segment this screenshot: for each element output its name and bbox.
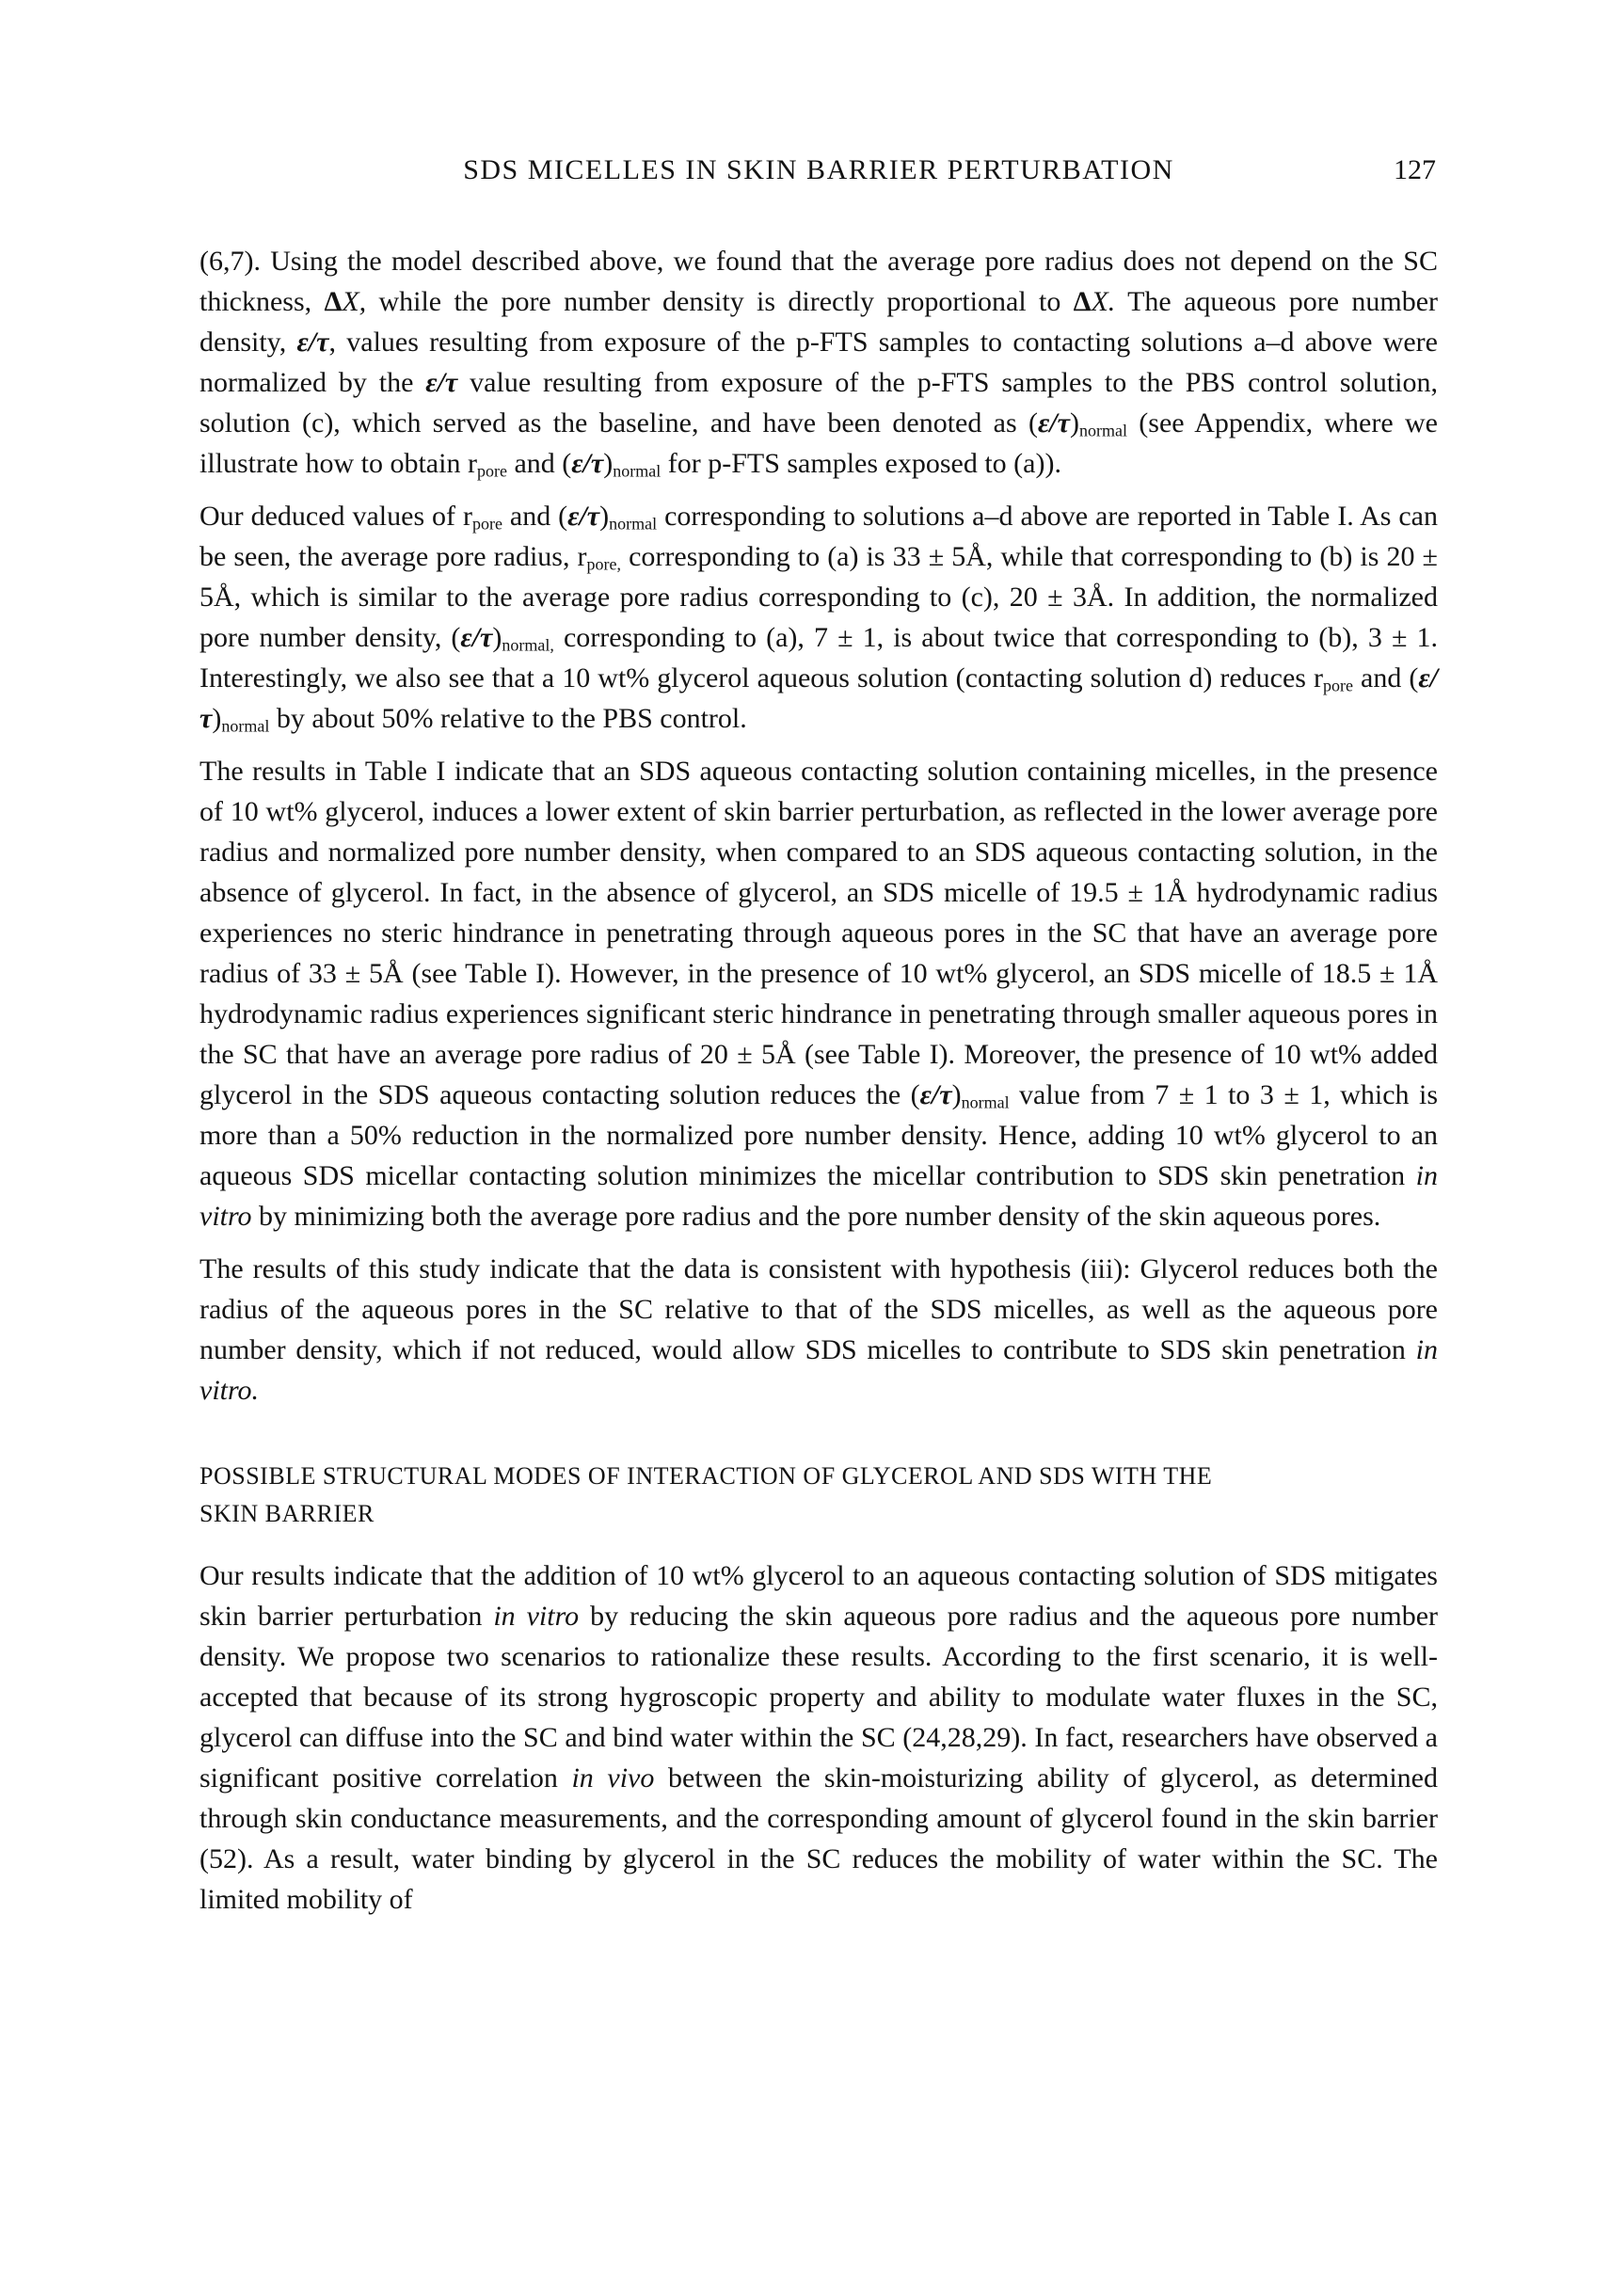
text-run: in vitro (199, 1160, 1438, 1232)
text-run: ε/τ (567, 501, 600, 532)
text-run: Our deduced values of r (199, 501, 472, 532)
text-run: Our results indicate that the addition of 10 wt% glycerol to an aqueous contacting solution of SDS mitigates skin barrier perturbation (199, 1560, 1438, 1632)
text-run: ) (603, 448, 614, 479)
section-heading-line-2: SKIN BARRIER (199, 1500, 375, 1527)
text-run: by about 50% relative to the PBS control. (269, 703, 747, 734)
text-run: corresponding to (a) is 33 ± 5Å, while that corresponding to (b) is 20 ± 5Å, which is similar to the average pore radius corresponding to (c), 20 ± 3Å. In addition, the normalized pore number density, ( (199, 541, 1438, 653)
text-run: ε/τ (425, 367, 458, 398)
text-run: ε/τ (296, 327, 329, 358)
text-run: normal (221, 716, 270, 736)
paragraph (199, 241, 1438, 484)
section-heading-line-1: POSSIBLE STRUCTURAL MODES OF INTERACTION OF GLYCEROL AND SDS WITH THE (199, 1462, 1213, 1490)
text-run: by minimizing both the average pore radius and the pore number density of the skin aqueous pores. (251, 1201, 1381, 1232)
text-run: X. (1091, 286, 1116, 317)
text-run: between the skin-moisturizing ability of glycerol, as determined through skin conductance measurements, and the corresponding amount of glycerol found in the skin barrier (52). As a result, water binding by glycerol in the SC reduces the mobility of water within the SC. The limited mobility of (199, 1762, 1438, 1915)
text-run: Δ (324, 286, 343, 317)
text-run: value from 7 ± 1 to 3 ± 1, which is more than a 50% reduction in the normalized pore number density. Hence, adding 10 wt% glycerol to an aqueous SDS micellar contacting solution minimizes the micellar contribution to SDS skin penetration (199, 1079, 1439, 1191)
text-run: The results of this study indicate that the data is consistent with hypothesis (iii): Glycerol reduces both the radius of the aqueous pores in the SC relative to that of the SDS micelles, as well as the aqueous pore number density, which if not reduced, would allow SDS micelles to contribute to SDS skin penetration (199, 1253, 1438, 1365)
paragraph (199, 1249, 1438, 1411)
text-run: ε/τ (199, 662, 1438, 734)
text-run: corresponding to (a), 7 ± 1, is about twice that corresponding to (b), 3 ± 1. Interestingly, we also see that a 10 wt% glycerol aqueous solution (contacting solution d) reduces r (199, 622, 1439, 694)
text-run: pore (471, 514, 502, 534)
text-run: X, (342, 286, 367, 317)
text-run: and ( (1352, 662, 1419, 694)
paragraph (199, 496, 1438, 739)
text-run: value resulting from exposure of the p-FTS samples to the PBS control solution, solution (c), which served as the baseline, and have been denoted as ( (199, 367, 1439, 438)
text-run: and ( (502, 501, 568, 532)
text-run: pore (1323, 676, 1353, 695)
page-number: 127 (1394, 154, 1436, 185)
text-run: , values resulting from exposure of the p-FTS samples to contacting solutions a–d above were normalized by the (199, 327, 1438, 398)
text-run: (see Appendix, where we illustrate how to obtain r (199, 407, 1438, 479)
text-run: in vitro (493, 1601, 580, 1632)
text-run: ) (1069, 407, 1079, 438)
text-run: and ( (506, 448, 572, 479)
text-run: for p-FTS samples exposed to (a)). (661, 448, 1061, 479)
text-run: The aqueous pore number density, (199, 286, 1439, 358)
running-title: SDS MICELLES IN SKIN BARRIER PERTURBATION (463, 154, 1174, 185)
text-run: normal (1078, 421, 1127, 440)
text-run: ε/τ (1037, 407, 1070, 438)
text-run: by reducing the skin aqueous pore radius and the aqueous pore number density. We propose two scenarios to rationalize these results. According to the first scenario, it is well-accepted that because of its strong hygroscopic property and ability to modulate water fluxes in the SC, glycerol can diffuse into the SC and bind water within the SC (24,28,29). In fact, researchers have observed a significant positive correlation (199, 1601, 1439, 1794)
text-run: ε/τ (571, 448, 604, 479)
body-paragraphs-top (199, 241, 1438, 1411)
text-run: ) (492, 622, 502, 653)
text-run: The results in Table I indicate that an SDS aqueous contacting solution containing micelles, in the presence of 10 wt% glycerol, induces a lower extent of skin barrier perturbation, as reflected in the lower average pore radius and normalized pore number density, when compared to an SDS aqueous contacting solution, in the absence of glycerol. In fact, in the absence of glycerol, an SDS micelle of 19.5 ± 1Å hydrodynamic radius experiences no steric hindrance in penetrating through aqueous pores in the SC that have an average pore radius of 33 ± 5Å (see Table I). However, in the presence of 10 wt% glycerol, an SDS micelle of 18.5 ± 1Å hydrodynamic radius experiences significant steric hindrance in penetrating through smaller aqueous pores in the SC that have an average pore radius of 20 ± 5Å (see Table I). Moreover, the presence of 10 wt% added glycerol in the SDS aqueous contacting solution reduces the ( (199, 756, 1438, 1110)
text-run: pore, (586, 554, 622, 574)
text-run: in vivo (571, 1762, 655, 1794)
text-run: ) (951, 1079, 962, 1110)
text-run: in vitro. (199, 1334, 1438, 1406)
section-heading (199, 1458, 1438, 1533)
text-run: corresponding to solutions a–d above are reported in Table I. As can be seen, the average pore radius, r (199, 501, 1438, 572)
text-run: pore (476, 461, 507, 481)
text-run: ε/τ (460, 622, 493, 653)
text-run: normal (609, 514, 658, 534)
text-run: ε/τ (919, 1079, 952, 1110)
text-block (199, 152, 1438, 1920)
text-run: (6,7). Using the model described above, we found that the average pore radius does not depend on the SC thickness, (199, 246, 1438, 317)
paragraph (199, 1555, 1438, 1920)
text-run: normal (613, 461, 662, 481)
text-run: ) (599, 501, 610, 532)
running-header (199, 152, 1438, 187)
text-run: ) (212, 703, 222, 734)
text-run: normal, (502, 635, 554, 655)
text-run: Δ (1073, 286, 1092, 317)
text-run: while the pore number density is directly proportional to (366, 286, 1074, 317)
text-run: normal (961, 1092, 1010, 1112)
paragraph (199, 751, 1438, 1236)
body-paragraphs-bottom (199, 1555, 1438, 1920)
